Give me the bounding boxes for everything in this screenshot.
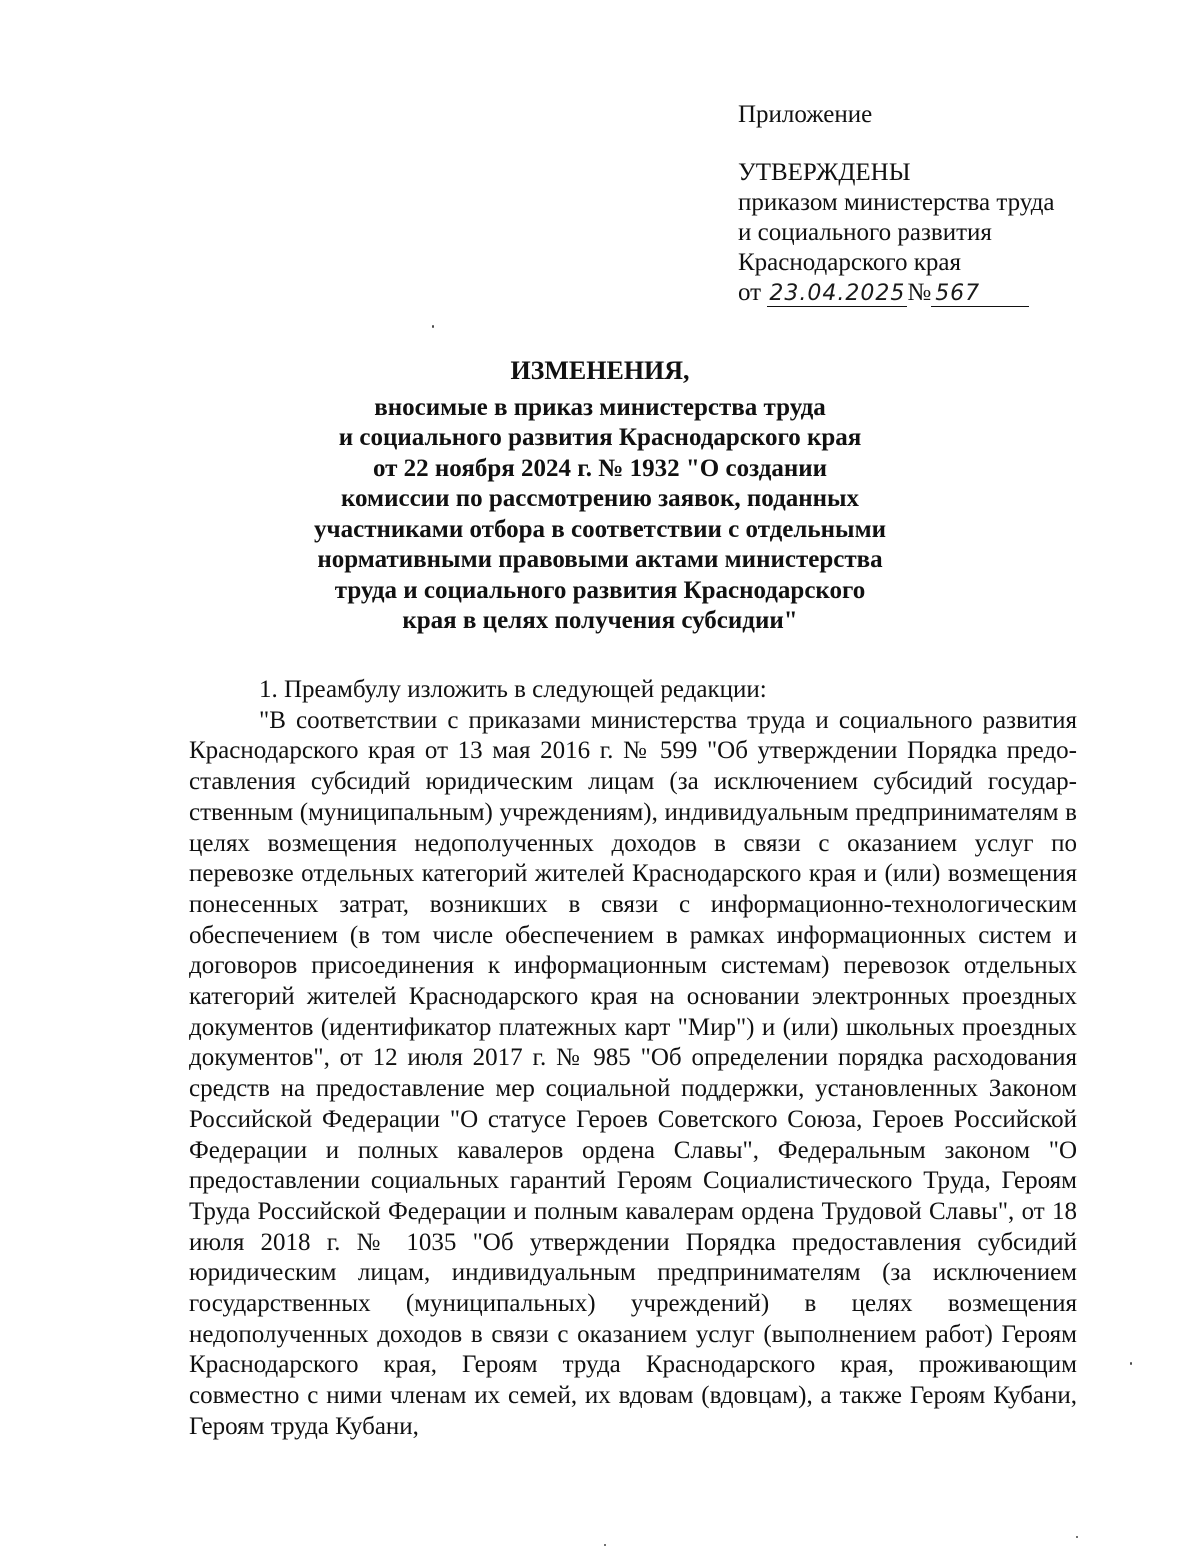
document-title-block <box>250 356 950 637</box>
scan-speck <box>1076 1536 1078 1538</box>
scan-speck <box>432 325 434 328</box>
title-line: вносимые в приказ министерства труда <box>374 393 826 421</box>
title-line: и социального развития Краснодарского края <box>338 424 862 451</box>
document-body <box>189 675 1077 1443</box>
document-title: ИЗМЕНЕНИЯ, <box>510 356 690 385</box>
order-number-sign: № <box>907 279 932 306</box>
order-prefix: от <box>738 279 762 306</box>
title-line: от 22 ноября 2024 г. № 1932 "О создании <box>372 454 828 482</box>
title-line: участниками отбора в соответствии с отдельными <box>314 515 886 543</box>
approval-line-2: и социального развития <box>738 219 992 246</box>
approved-label: УТВЕРЖДЕНЫ <box>738 159 911 186</box>
approval-line-1: приказом министерства труда <box>738 189 1055 216</box>
title-line: комиссии по рассмотрению заявок, поданных <box>340 485 860 512</box>
preamble-paragraph: "В соответствии с приказами министерства труда и социального развития Краснодарского края от 13 мая 2016 г. № 599 "Об утверждении Порядка предоставления субсидий юридическим лицам (за исключением субсидий государственным (муниципальным) учреждениям), индивидуальным предпринимателям в целях возмещения недополученных доходов в связи с оказанием услуг по перевозке отдельных категорий жителей Краснодарского края и (или) возмещения понесенных затрат, возникших в связи с информационно-технологическим обеспечением (в том числе обеспечением в рамках информационных систем и договоров присоединения к информационным системам) перевозок отдельных категорий жителей Краснодарского края на основании электронных проездных документов (идентификатор платежных карт "Мир") и (или) школьных проездных документов", от 12 июля 2017 г. № 985 "Об определении порядка расходования средств на предоставление мер социальной поддержки, установленных Законом Российской Федерации "О статусе Героев Советского Союза, Героев Российской Федерации и полных кавалеров ордена Славы", Федеральным законом "О предоставлении социальных гарантий Героям Социалистического Труда, Героям Труда Российской Федерации и полным кавалерам ордена Трудовой Славы", от 18 июля 2018 г. № 1035 "Об утверждении Порядка предоставления субсидий юридическим лицам, индивидуальным предпринимателям (за исключением государственных (муниципальных) учреждений) в целях возмещения недополученных доходов в связи с оказанием услуг (выполнением работ) Героям Краснодарского края, Героям труда Краснодарского края, проживающим совместно с ними членам их семей, их вдовам (вдовцам), а также Героям Кубани, Героям труда Кубани, <box>189 706 1077 1440</box>
title-line: нормативными правовыми актами министерства <box>317 546 883 573</box>
handwritten-order-date: 23.04.2025 <box>769 281 906 306</box>
approval-block <box>738 100 1078 308</box>
title-line: края в целях получения субсидии" <box>402 607 798 634</box>
approval-line-3: Краснодарского края <box>738 249 961 276</box>
scan-speck <box>1130 1362 1132 1365</box>
handwritten-order-number: 567 <box>931 282 1029 307</box>
order-date-number-line <box>738 278 1078 308</box>
appendix-label: Приложение <box>738 101 873 128</box>
title-line: труда и социального развития Краснодарского <box>334 576 866 604</box>
item-1-heading: 1. Преамбулу изложить в следующей редакции: <box>259 676 767 703</box>
scan-speck <box>604 1544 606 1546</box>
